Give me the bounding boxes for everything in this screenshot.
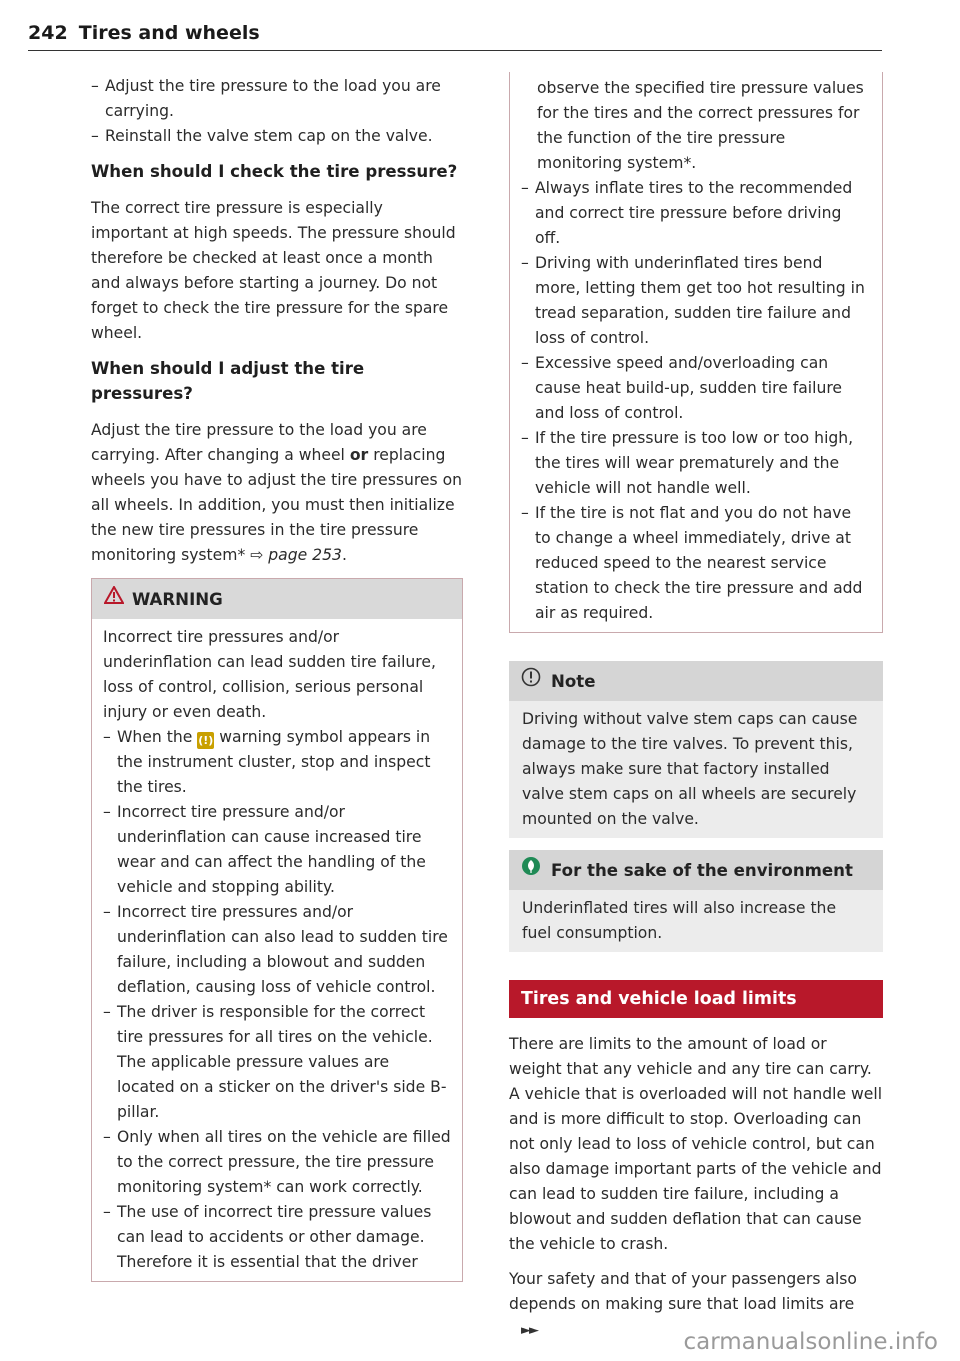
right-column bbox=[509, 74, 883, 1353]
warning-box bbox=[91, 578, 463, 1282]
list-item: – Excessive speed and/overloading can cause heat build-up, sudden tire failure and loss of control. bbox=[521, 351, 871, 426]
chapter-title: Tires and wheels bbox=[78, 22, 260, 44]
warning-continued-text: observe the specified tire pressure values for the tires and the correct pressures for the function of the tire pressure monitoring system*. bbox=[537, 79, 864, 172]
list-item: – Only when all tires on the vehicle are filled to the correct pressure, the tire pressure monitoring system* can work correctly. bbox=[103, 1125, 451, 1200]
note-header bbox=[509, 661, 883, 701]
intro-list bbox=[91, 74, 463, 149]
page-number: 242 bbox=[28, 22, 68, 44]
list-item: – Adjust the tire pressure to the load you are carrying. bbox=[91, 74, 463, 124]
text-span: When the bbox=[117, 728, 193, 746]
list-item: – Always inflate tires to the recommended and correct tire pressure before driving off. bbox=[521, 176, 871, 251]
environment-box bbox=[509, 850, 883, 952]
paragraph-adjust-pressure bbox=[91, 418, 463, 568]
paragraph-check-pressure: The correct tire pressure is especially important at high speeds. The pressure should therefore be checked at least once a month and always before starting a journey. Do not forget to check the tire pressure for the spare wheel. bbox=[91, 199, 456, 342]
list-item: – The driver is responsible for the correct tire pressures for all tires on the vehicle. The applicable pressure values are located on a sticker on the driver's side B-pillar. bbox=[103, 1000, 451, 1125]
warning-continued-list bbox=[521, 176, 871, 626]
warning-body bbox=[92, 619, 462, 1281]
text-span: Adjust the tire pressure to the load you are carrying. After changing a wheel bbox=[91, 421, 427, 464]
warning-title: WARNING bbox=[132, 589, 223, 609]
environment-header bbox=[509, 850, 883, 890]
text-span: warning symbol appears in the instrument cluster, stop and inspect the tires. bbox=[117, 728, 431, 796]
note-box bbox=[509, 661, 883, 838]
environment-leaf-icon bbox=[521, 856, 541, 884]
paragraph-load-limits: There are limits to the amount of load or weight that any vehicle and any tire can carry. A vehicle that is overloaded will not handle well and is more difficult to stop. Overloading can not only lead to loss of vehicle control, but can also damage important parts of the vehicle and can lead to sudden tire failure, including a blowout and sudden deflation that can cause the vehicle to crash. bbox=[509, 1035, 883, 1253]
warning-header bbox=[92, 579, 462, 619]
note-text: Driving without valve stem caps can cause damage to the tire valves. To prevent this, always make sure that factory installed valve stem caps on all wheels are securely mounted on the valve. bbox=[522, 710, 858, 828]
list-item: – If the tire is not flat and you do not have to change a wheel immediately, drive at reduced speed to the nearest service station to check the tire pressure and add air as required. bbox=[521, 501, 871, 626]
environment-title: For the sake of the environment bbox=[551, 860, 853, 880]
section-banner: Tires and vehicle load limits bbox=[509, 980, 883, 1018]
heading-adjust-pressure: When should I adjust the tire pressures? bbox=[91, 359, 365, 403]
left-column bbox=[91, 74, 463, 1282]
page-reference-link[interactable]: ⇨ page 253 bbox=[250, 546, 342, 564]
page-header bbox=[28, 22, 882, 44]
environment-text: Underinflated tires will also increase the fuel consumption. bbox=[522, 899, 837, 942]
warning-triangle-icon bbox=[104, 586, 124, 612]
list-item: – Driving with underinflated tires bend more, letting them get too hot resulting in tread separation, sudden tire failure and loss of control. bbox=[521, 251, 871, 351]
list-item bbox=[103, 725, 451, 800]
info-circle-icon bbox=[521, 667, 541, 695]
watermark: carmanualsonline.info bbox=[683, 1329, 938, 1355]
list-item: – Incorrect tire pressures and/or underinflation can also lead to sudden tire failure, including a blowout and sudden deflation, causing loss of vehicle control. bbox=[103, 900, 451, 1000]
warning-continued bbox=[509, 72, 883, 633]
text-span: replacing wheels you have to adjust the tire pressures on all wheels. In addition, you must then initialize the new tire pressures in the tire pressure monitoring system* bbox=[91, 446, 463, 564]
warning-list bbox=[103, 725, 451, 1275]
emphasis-or: or bbox=[349, 446, 369, 464]
list-item: – The use of incorrect tire pressure values can lead to accidents or other damage. Therefore it is essential that the driver bbox=[103, 1200, 451, 1275]
list-item: – Incorrect tire pressure and/or underinflation can cause increased tire wear and can affect the handling of the vehicle and stopping ability. bbox=[103, 800, 451, 900]
header-rule bbox=[28, 50, 882, 51]
list-item: – If the tire pressure is too low or too high, the tires will wear prematurely and the vehicle will not handle well. bbox=[521, 426, 871, 501]
text-span: . bbox=[341, 546, 347, 564]
continue-arrow-icon: ►► bbox=[521, 1323, 537, 1338]
warning-intro: Incorrect tire pressures and/or underinflation can lead sudden tire failure, loss of control, collision, serious personal injury or even death. bbox=[103, 628, 436, 721]
tire-pressure-warning-icon: (!) bbox=[198, 734, 214, 747]
heading-check-pressure: When should I check the tire pressure? bbox=[91, 162, 458, 181]
list-item: – Reinstall the valve stem cap on the valve. bbox=[91, 124, 463, 149]
note-title: Note bbox=[551, 671, 596, 691]
text-span: Your safety and that of your passengers also depends on making sure that load limits are bbox=[509, 1270, 857, 1313]
